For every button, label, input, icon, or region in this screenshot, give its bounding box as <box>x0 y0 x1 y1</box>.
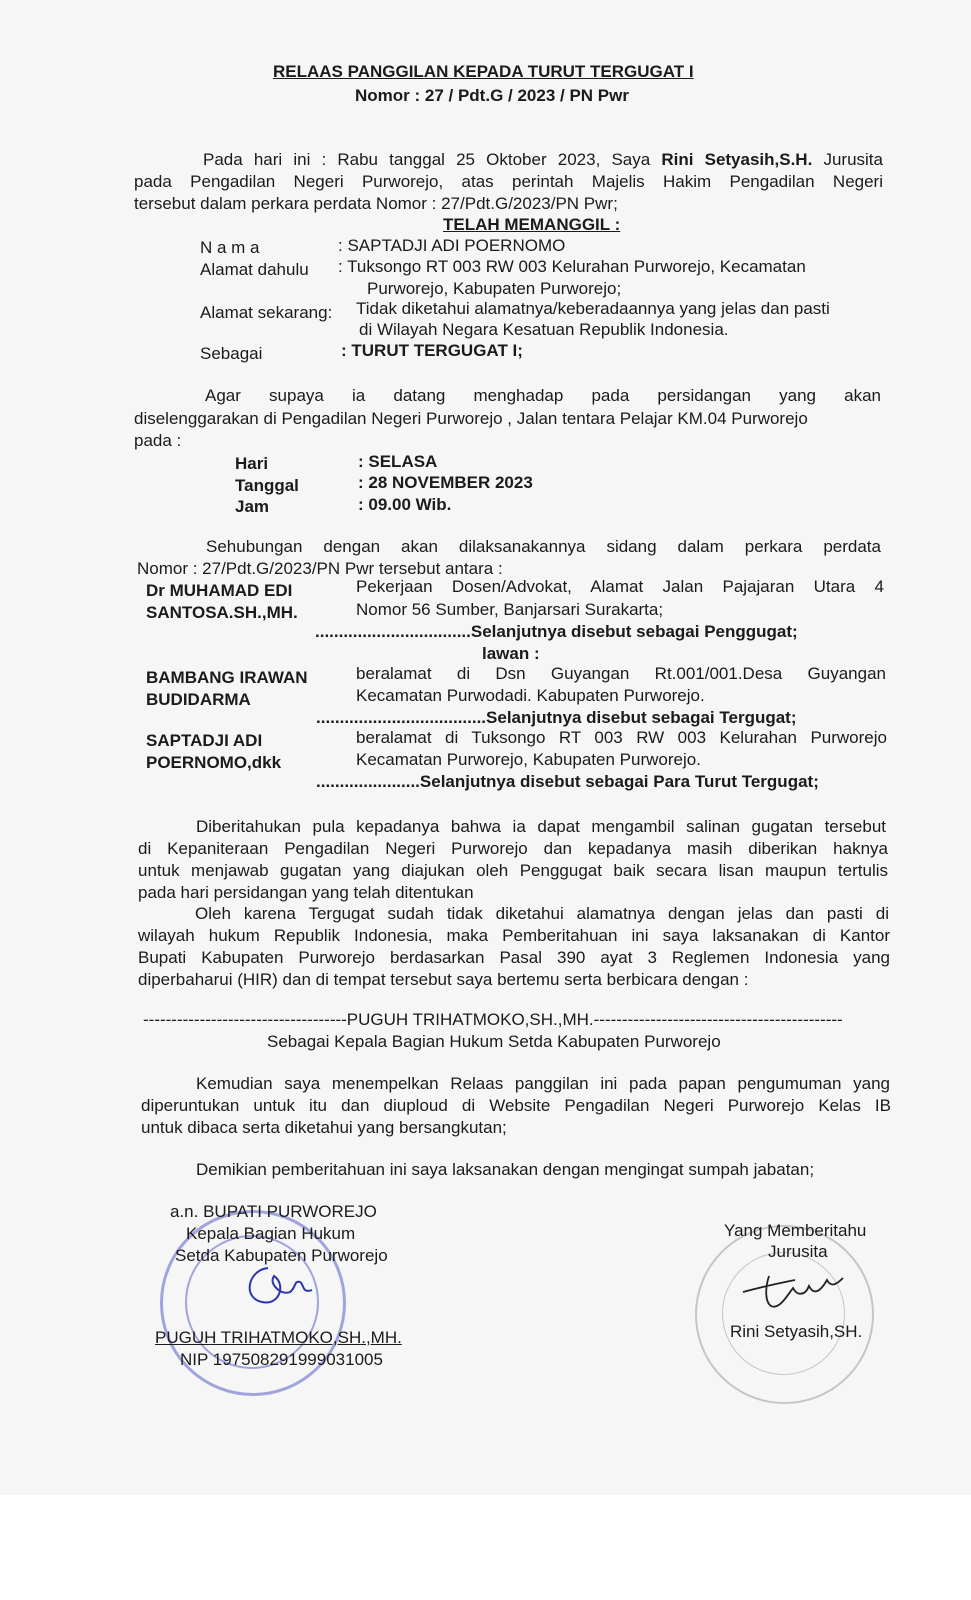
alamat-dahulu-value-cont: Purworejo, Kabupaten Purworejo; <box>367 279 622 298</box>
opening-line-1: Pada hari ini : Rabu tanggal 25 Oktober 2023, Saya Rini Setyasih,S.H. Jurusita <box>203 150 883 169</box>
plaintiff-name-1: Dr MUHAMAD EDI <box>146 581 293 600</box>
right-sign-line-2: Jurusita <box>768 1242 828 1261</box>
met-person-position: Sebagai Kepala Bagian Hukum Setda Kabupaten Purworejo <box>267 1032 721 1051</box>
opening-line-2: pada Pengadilan Negeri Purworejo, atas perintah Majelis Hakim Pengadilan Negeri <box>134 172 883 191</box>
right-sign-line-1: Yang Memberitahu <box>724 1221 867 1240</box>
sebagai-value: : TURUT TERGUGAT I; <box>341 341 523 360</box>
notice-p3-line-3: untuk dibaca serta diketahui yang bersangkutan; <box>141 1118 507 1137</box>
jam-value: : 09.00 Wib. <box>358 495 452 514</box>
co-defendant-name-1: SAPTADJI ADI <box>146 731 263 750</box>
notice-p1-line-4: pada hari persidangan yang telah ditentukan <box>138 883 474 902</box>
bailiff-name: Rini Setyasih,S.H. <box>661 150 813 169</box>
hari-value: : SELASA <box>358 452 438 471</box>
jam-label: Jam <box>235 497 270 516</box>
hearing-line-2: diselenggarakan di Pengadilan Negeri Purworejo , Jalan tentara Pelajar KM.04 Purworejo <box>134 409 808 428</box>
notice-p2-line-3: Bupati Kabupaten Purworejo berdasarkan Pasal 390 ayat 3 Reglemen Indonesia yang <box>138 948 890 967</box>
notice-p2-line-4: diperbaharui (HIR) dan di tempat tersebut saya bertemu serta berbicara dengan : <box>138 970 749 989</box>
plaintiff-role: .................................Selanjutnya disebut sebagai Penggugat; <box>315 622 798 641</box>
summoned-heading: TELAH MEMANGGIL : <box>443 215 621 234</box>
left-sign-line-1: a.n. BUPATI PURWOREJO <box>170 1202 377 1221</box>
left-signer-name: PUGUH TRIHATMOKO,SH.,MH. <box>155 1328 402 1347</box>
sebagai-label: Sebagai <box>200 344 263 363</box>
plaintiff-name-2: SANTOSA.SH.,MH. <box>146 603 298 622</box>
alamat-sekarang-label: Alamat sekarang: <box>200 303 333 322</box>
notice-p2-line-1: Oleh karena Tergugat sudah tidak diketahui alamatnya dengan jelas dan pasti di <box>195 904 889 923</box>
notice-p1-line-2: di Kepaniteraan Pengadilan Negeri Purworejo dan kepadanya masih diberikan haknya <box>138 839 888 858</box>
tanggal-label: Tanggal <box>235 476 299 495</box>
alamat-sekarang-value: Tidak diketahui alamatnya/keberadaannya yang jelas dan pasti <box>356 299 830 318</box>
alamat-sekarang-value-cont: di Wilayah Negara Kesatuan Republik Indonesia. <box>359 320 729 339</box>
hari-label: Hari <box>235 454 269 473</box>
document-title: RELAAS PANGGILAN KEPADA TURUT TERGUGAT I <box>273 62 694 81</box>
nama-label: N a m a <box>200 238 260 257</box>
hearing-line-1: Agar supaya ia datang menghadap pada persidangan yang akan <box>205 386 881 405</box>
plaintiff-address-2: Nomor 56 Sumber, Banjarsari Surakarta; <box>356 600 664 619</box>
nama-value: : SAPTADJI ADI POERNOMO <box>338 236 566 255</box>
defendant-address-2: Kecamatan Purwodadi. Kabupaten Purworejo. <box>356 686 705 705</box>
alamat-dahulu-value: : Tuksongo RT 003 RW 003 Kelurahan Purworejo, Kecamatan <box>338 257 806 276</box>
co-defendant-role: ......................Selanjutnya disebut sebagai Para Turut Tergugat; <box>316 772 819 791</box>
left-signature <box>228 1258 328 1318</box>
case-line-2: Nomor : 27/Pdt.G/2023/PN Pwr tersebut antara : <box>137 559 503 578</box>
alamat-dahulu-label: Alamat dahulu <box>200 260 309 279</box>
lawan-label: lawan : <box>482 644 540 663</box>
co-defendant-address-1: beralamat di Tuksongo RT 003 RW 003 Kelurahan Purworejo <box>356 728 887 747</box>
left-sign-line-3: Setda Kabupaten Purworejo <box>175 1246 388 1265</box>
left-sign-line-2: Kepala Bagian Hukum <box>186 1224 356 1243</box>
left-signer-nip: NIP 197508291999031005 <box>180 1350 383 1369</box>
met-person-line: ------------------------------------PUGUH TRIHATMOKO,SH.,MH.-------------------------------------------- <box>143 1010 843 1029</box>
opening-line-3: tersebut dalam perkara perdata Nomor : 27/Pdt.G/2023/PN Pwr; <box>134 194 618 213</box>
notice-p1-line-1: Diberitahukan pula kepadanya bahwa ia dapat mengambil salinan gugatan tersebut <box>196 817 886 836</box>
tanggal-value: : 28 NOVEMBER 2023 <box>358 473 533 492</box>
document-number: Nomor : 27 / Pdt.G / 2023 / PN Pwr <box>355 86 629 105</box>
right-signer-name: Rini Setyasih,SH. <box>730 1322 863 1341</box>
defendant-name-1: BAMBANG IRAWAN <box>146 668 308 687</box>
defendant-name-2: BUDIDARMA <box>146 690 251 709</box>
co-defendant-name-2: POERNOMO,dkk <box>146 753 282 772</box>
notice-p2-line-2: wilayah hukum Republik Indonesia, maka Pemberitahuan ini saya laksanakan di Kantor <box>138 926 890 945</box>
defendant-address-1: beralamat di Dsn Guyangan Rt.001/001.Desa Guyangan <box>356 664 886 683</box>
right-signature <box>735 1262 855 1317</box>
defendant-role: ....................................Selanjutnya disebut sebagai Tergugat; <box>316 708 797 727</box>
plaintiff-address-1: Pekerjaan Dosen/Advokat, Alamat Jalan Pajajaran Utara 4 <box>356 577 884 596</box>
hearing-line-3: pada : <box>134 431 182 450</box>
notice-p1-line-3: untuk menjawab gugatan yang diajukan oleh Penggugat baik secara lisan maupun tertulis <box>138 861 888 880</box>
case-line-1: Sehubungan dengan akan dilaksanakannya sidang dalam perkara perdata <box>206 537 881 556</box>
closing-line: Demikian pemberitahuan ini saya laksanakan dengan mengingat sumpah jabatan; <box>196 1160 815 1179</box>
co-defendant-address-2: Kecamatan Purworejo, Kabupaten Purworejo. <box>356 750 701 769</box>
notice-p3-line-2: diperuntukan untuk itu dan diuploud di Website Pengadilan Negeri Purworejo Kelas IB <box>141 1096 891 1115</box>
notice-p3-line-1: Kemudian saya menempelkan Relaas panggilan ini pada papan pengumuman yang <box>196 1074 890 1093</box>
